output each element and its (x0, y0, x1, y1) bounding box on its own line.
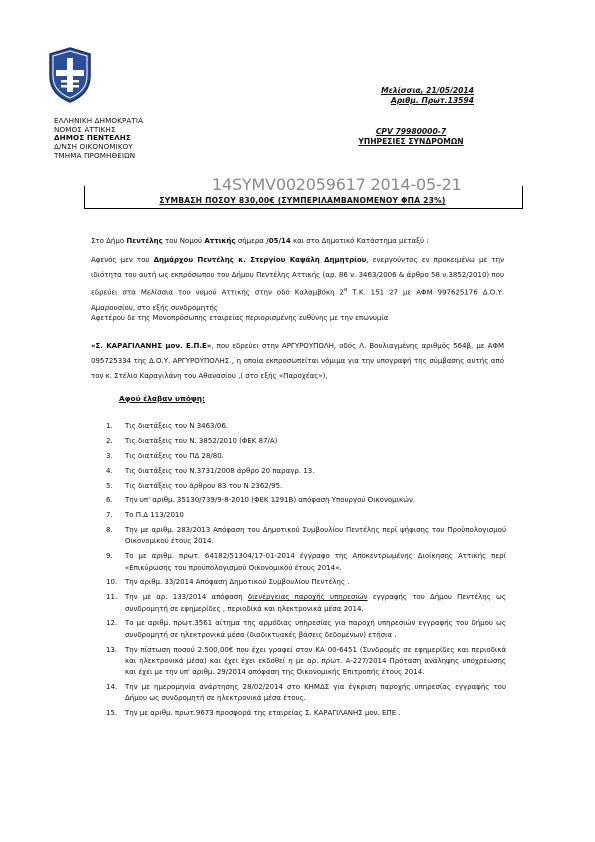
greek-emblem-icon (47, 46, 93, 104)
organization-block (54, 117, 143, 161)
party-company-intro: Αφετέρου δε της Μονοπρόσωπης εταιρείας περιορισμένης ευθύνης με την επωνυμία (91, 314, 389, 322)
considerations-heading: Αφού έλαβαν υπόψη: (119, 394, 205, 403)
list-item: 8. Την με αριθμ. 283/2013 Απόφαση του Δημοτικού Συμβουλίου Πεντέλης περί ψήφισης του Προϋπολογισμού Οικονομικού έτους 2014. (106, 526, 506, 546)
list-item: 13. Την πίστωση ποσού 2.500,00€ που έχει γραφεί στον ΚΑ 00-6451 (Συνδρομές σε εφημερίδες και περιοδικά και ηλεκτρονικά μέσα) και έχει έχει εκδοθεί η με αρ. πρωτ. Α-227/2014 Πρόταση ανάληψης υποχρέωσης και έχει με την υπ' αριθμ. 29/2014 απόφαση της Οικονομικής Επιτροπής έτους 2014. (106, 645, 506, 676)
org-line: ΔΗΜΟΣ ΠΕΝΤΕΛΗΣ (54, 133, 131, 143)
place-date: Μελίσσια, 21/05/2014 (381, 86, 474, 95)
cpv-code: CPV 79980000-7 (375, 127, 447, 136)
list-item: 11. Την με αρ. 133/2014 απόφαση διενέργειας παροχής υπηρεσιών εγγραφής του Δήμου Πεντέλης ως συνδρομητή σε εφημερίδες , περιοδικά και ηλεκτρονικά μέσα 2014. (106, 593, 506, 613)
list-item: 4. Τις διατάξεις του Ν.3731/2008 άρθρο 20 παραγρ. 13. (106, 466, 315, 475)
org-line: ΝΟΜΟΣ ΑΤΤΙΚΗΣ (54, 124, 116, 134)
protocol-number: Αριθμ. Πρωτ.13594 (390, 96, 474, 105)
list-item: 14. Την με ημερομηνία ανάρτησης 28/02/2014 στο ΚΗΜΔΣ για έγκριση παροχής υπηρεσίας εγγραφής του Δήμου ως συνδρομητή σε ηλεκτρονικά μέσα έτους. (106, 682, 506, 702)
list-item: 7. Το Π.Δ 113/2010 (106, 511, 184, 520)
org-line: Δ/ΝΣΗ ΟΙΚΟΝΟΜΙΚΟΥ (54, 142, 133, 152)
considerations-list (106, 421, 506, 723)
service-type: ΥΠΗΡΕΣΙΕΣ ΣΥΝΔΡΟΜΩΝ (358, 137, 464, 146)
contract-title: ΣΥΜΒΑΣΗ ΠΟΣΟΥ 830,00€ (ΣΥΜΠΕΡΙΛΑΜΒΑΝΟΜΕΝΟΥ ΦΠΑ 23%) (159, 196, 446, 205)
list-item: 2. Τις διατάξεις του Ν. 3852/2010 (ΦΕΚ 87/Α) (106, 436, 278, 445)
list-item: 12. Το με αριθμ. πρωτ.3561 αίτημα της αρμόδιας υπηρεσίας για παροχή υπηρεσιών εγγραφής του δήμου ως συνδρομητή σε ηλεκτρονικά μέσα (διαδικτυακές βάσεις δεδομένων) ετήσια . (106, 619, 506, 639)
list-item: 6. Την υπ' αριθμ. 35130/739/9-8-2010 (ΦΕΚ 1291Β) απόφαση Υπουργού Οικονομικών. (106, 496, 416, 505)
list-item: 1. Τις διατάξεις του Ν 3463/06. (106, 422, 229, 430)
list-item: 5. Τις διατάξεις του άρθρου 83 του Ν 2362/95. (106, 481, 283, 490)
org-line: ΕΛΛΗΝΙΚΗ ΔΗΜΟΚΡΑΤΙΑ (54, 116, 144, 125)
org-line: ΤΜΗΜΑ ΠΡΟΜΗΘΕΙΩΝ (54, 150, 136, 160)
intro-line: Στο Δήμο Πεντέλης του Νομού Αττικής σήμερα /05/14 και στο Δημοτικό Κατάστημα μεταξύ : (91, 237, 429, 245)
list-item: 10. Την αριθμ. 33/2014 Απόφαση Δημοτικού Συμβουλίου Πεντέλης . (106, 578, 350, 587)
party-company-paragraph: «Σ. ΚΑΡΑΓΙΛΑΝΗΣ μον. Ε.Π.Ε», που εδρεύει στην ΑΡΓΥΡΟΥΠΟΛΗ, οδός Λ. Βουλιαγμένης αριθμός 564β, με ΑΦΜ 095725334 της Δ.Ο.Υ. ΑΡΓΥΡΟΥΠΟΛΗΣ , η οποία εκπροσωπείται νόμιμα για την υπογραφή της σύμβασης αυτής από τον κ. Στέλιο Καραγιλάνη του Αθανασίου ,( στο εξής «Παροχέας»), (91, 342, 504, 380)
party-mayor-paragraph: Αφενός μεν του Δημάρχου Πεντέλης κ. Στεργίου Καψάλη Δημητρίου, ενεργούντος εν προκειμένω με την ιδιότητα του αυτή ως εκπρόσωπου του Δήμου Πεντέλης Αττικής (αρ. 86 ν. 3463/2006 & άρθρο 58 ν.3852/2010) που εδρεύει στα Μελίσσια του νομού Αττικής στην οδό Καλαμβόκη $2^\alpha$ Τ.Κ. 151 27 με ΑΦΜ 997625176 Δ.Ο.Υ. Αμαρουσίου, στο εξής συνδρομητής (91, 256, 504, 312)
list-item: 15. Την με αριθμ. πρωτ.9673 προσφορά της εταιρείας Σ. ΚΑΡΑΓΙΛΑΝΗΣ μον. ΕΠΕ . (106, 708, 401, 717)
list-item: 9. Το με αριθμ. πρωτ. 64182/51304/17-01-2014 έγγραφο της Αποκεντρωμένης Διοίκησης Αττικής περί «Επικύρωσης του προϋπολογισμού Οικονομικού έτους 2014». (106, 552, 506, 572)
diavgeia-stamp: 14SYMV002059617 2014-05-21 (212, 175, 462, 194)
list-item: 3. Τις διατάξεις του ΠΔ 28/80. (106, 451, 224, 460)
